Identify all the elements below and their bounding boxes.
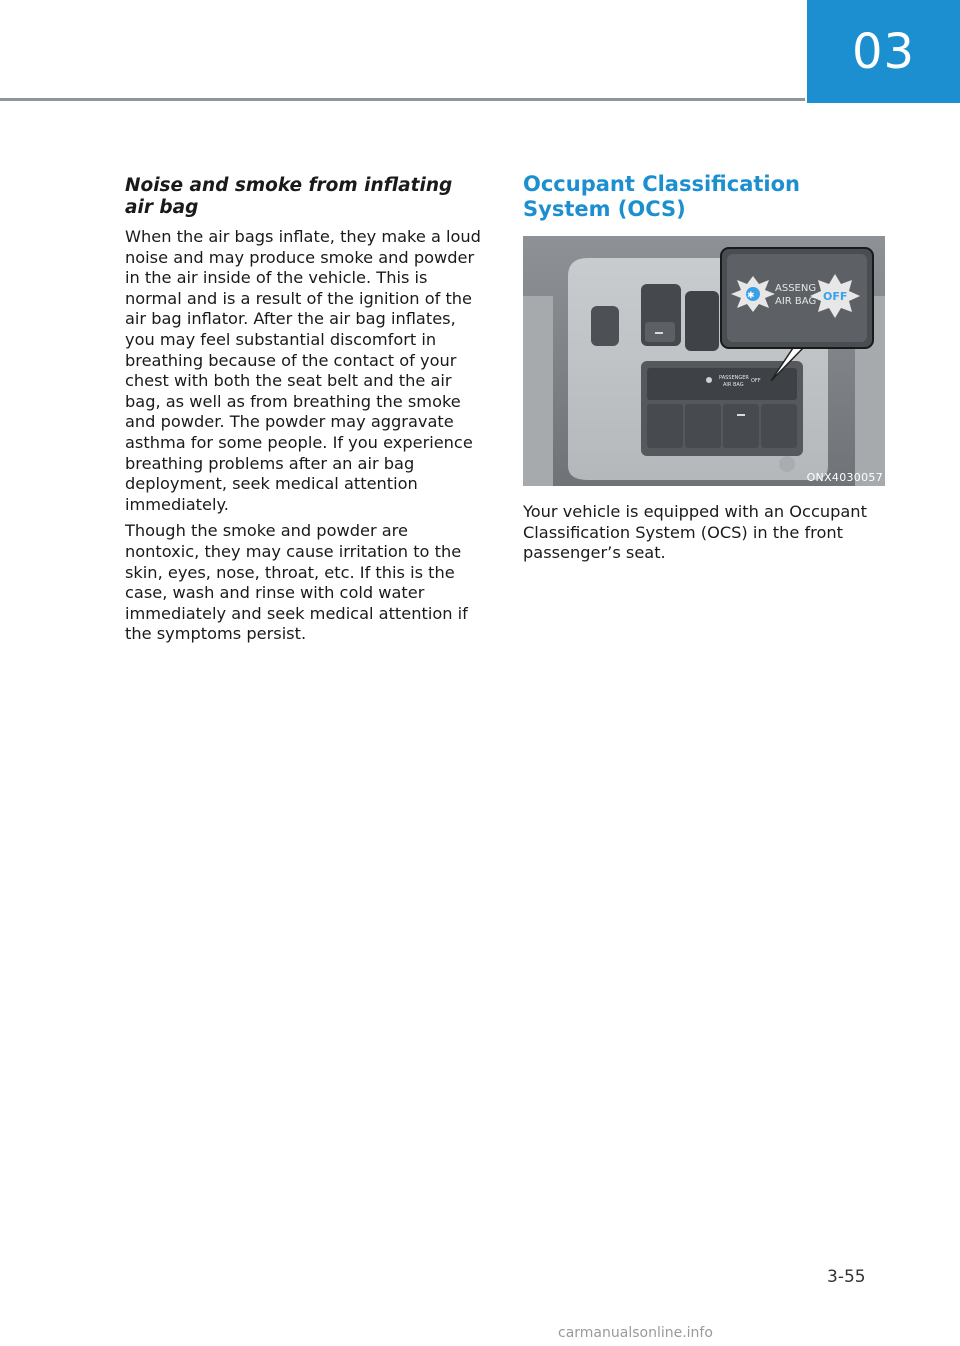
watermark: carmanualsonline.info [558, 1325, 713, 1341]
chapter-number: 03 [851, 23, 916, 80]
panel-status: OFF [751, 378, 761, 384]
header-rule [0, 98, 805, 101]
panel-label-line2: AIR BAG [723, 382, 744, 388]
ocs-figure [523, 236, 885, 486]
right-column [523, 172, 885, 570]
passenger-airbag-icon [731, 276, 775, 312]
svg-text:✱: ✱ [747, 291, 755, 301]
callout-status: OFF [823, 290, 848, 303]
paragraph-inflation: When the air bags inflate, they make a loud noise and may produce smoke and powder in the air inside of the vehicle. This is normal and is a result of the ignition of the air bag inflator. After the air bag inflates, you may feel substantial discomfort in breathing because of the contact of your chest with both the seat belt and the air bag, as well as from breathing the smoke and powder. The powder may aggravate asthma for some people. If you experience breathing problems after an air bag deployment, seek medical attention immediately. [125, 227, 481, 514]
callout-label-line1: ASSENG [775, 283, 817, 294]
left-column [125, 175, 483, 651]
chapter-tab [807, 0, 960, 103]
subheading-noise-smoke: Noise and smoke from inflating air bag [125, 175, 453, 218]
section-title-ocs: Occupant Classification System (OCS) [523, 172, 800, 221]
paragraph-irritation: Though the smoke and powder are nontoxic, they may cause irritation to the skin, eyes, nose, throat, etc. If this is the case, wash and rinse with cold water immediately and seek medical attention if the symptoms persist. [125, 521, 468, 644]
callout-label-line2: AIR BAG [775, 296, 817, 307]
overhead-console-illustration [523, 236, 885, 486]
paragraph-ocs: Your vehicle is equipped with an Occupant Classification System (OCS) in the front passenger’s seat. [523, 502, 867, 563]
page-number: 3-55 [827, 1267, 866, 1287]
figure-caption: ONX4030057 [806, 471, 883, 484]
panel-label-line1: PASSENGER [719, 375, 749, 381]
